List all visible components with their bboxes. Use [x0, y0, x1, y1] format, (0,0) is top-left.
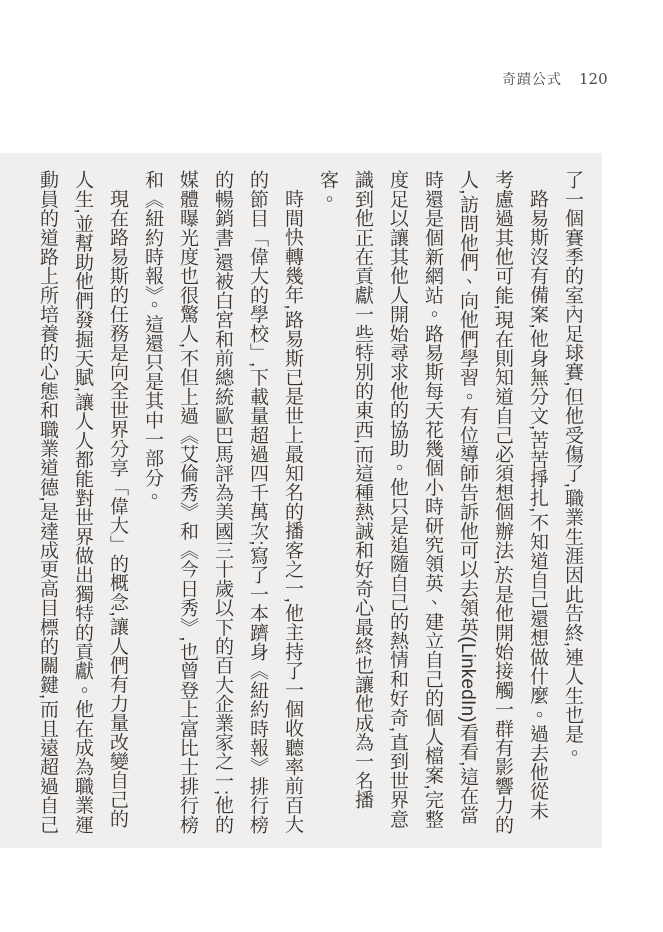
paragraph: 時間快轉幾年,路易斯已是世上最知名的播客之一,他主持了一個收聽率前百大的節目「偉大的學校」,下載量超過四千萬次;寫了一本躋身《紐約時報》排行榜的暢銷書,還被白宮和前總統歐巴馬評為美國三十歲以下的百大企業家之一;他的媒體曝光度也很驚人,不但上過《艾倫秀》和《今日秀》,也曾登上富比士排行榜和《紐約時報》。這還只是其中一部分。 [142, 170, 303, 834]
body-text [30, 170, 590, 838]
paragraph-continuation: 了一個賽季的室內足球賽,但他受傷了,職業生涯因此告終,連人生也是。 [562, 170, 583, 763]
scanned-page-panel [0, 153, 602, 848]
paragraph: 現在路易斯的任務是向全世界分享「偉大」的概念,讓人們有力量改變自己的人生,並幫助他們發掘天賦,讓人人都能對世界做出獨特的貢獻。他在成為職業運動員的道路上所培養的心態和職業道德,是達成更高目標的關鍵,而且遠超過自己 [37, 170, 128, 834]
running-head [502, 69, 608, 89]
paragraph: 路易斯沒有備案,他身無分文,苦苦掙扎,不知道自己還想做什麼。過去他從未考慮過其他可能,現在則知道自己必須想個辦法,於是他開始接觸一群有影響力的人,訪問他們、向他們學習。有位導師告訴他可以去領英(LinkedIn)看看,這在當時還是個新網站。路易斯每天花幾個小時研究領英、建立自己的個人檔案,完整度足以讓其他人開始尋求他的協助。他只是追隨自己的熱情和好奇,直到世界意識到他正在貢獻一些特別的東西,而這種熱誠和好奇心最終也讓他成為一名播客。 [317, 170, 548, 834]
page-number: 120 [579, 70, 608, 88]
book-title: 奇蹟公式 [502, 72, 562, 88]
